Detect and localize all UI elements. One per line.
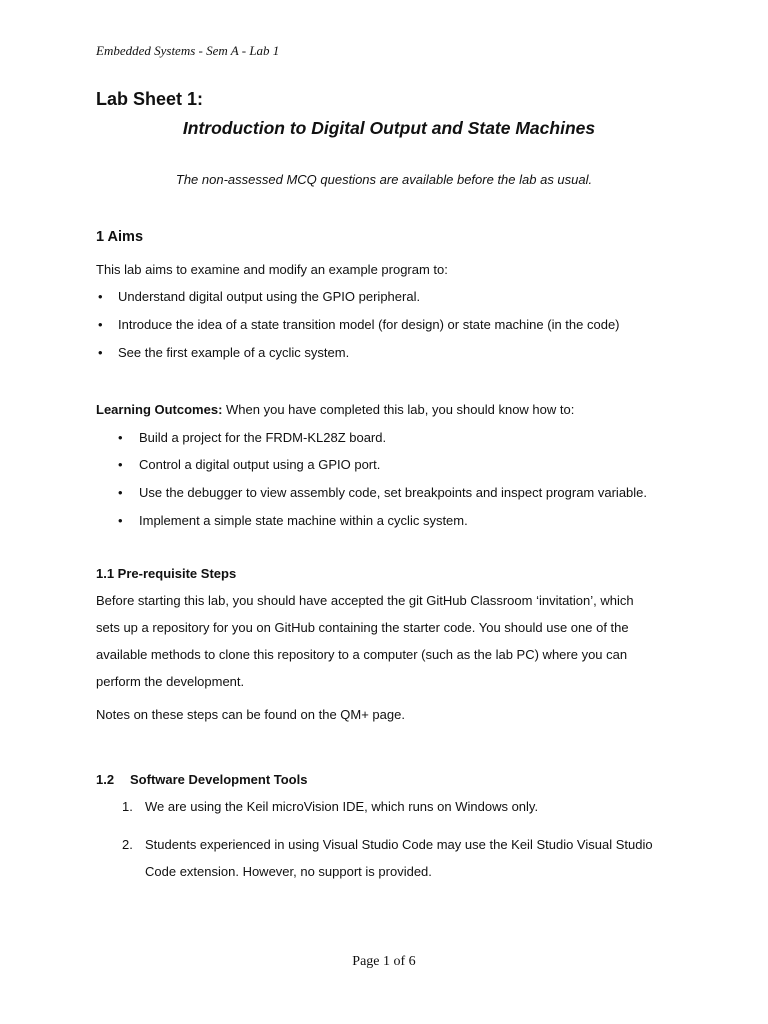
prereq-notes: Notes on these steps can be found on the QM+ page. [96, 707, 405, 722]
bullet-icon: • [118, 430, 123, 445]
running-header: Embedded Systems - Sem A - Lab 1 [96, 43, 280, 58]
mcq-note: The non-assessed MCQ questions are available before the lab as usual. [175, 172, 593, 187]
tools-heading: Software Development Tools [130, 772, 308, 787]
learning-outcomes-label: Learning Outcomes: [96, 402, 223, 417]
bullet-icon: • [118, 457, 123, 472]
list-item: Build a project for the FRDM-KL28Z board. [139, 430, 387, 445]
list-number: 1. [122, 799, 133, 814]
list-item: See the first example of a cyclic system. [118, 345, 350, 360]
tools-heading-number: 1.2 [96, 772, 115, 787]
list-item: Control a digital output using a GPIO port. [139, 457, 381, 472]
prereq-heading: 1.1 Pre-requisite Steps [96, 566, 237, 581]
bullet-icon: • [118, 485, 123, 500]
list-item: Introduce the idea of a state transition model (for design) or state machine (in the code) [118, 317, 620, 332]
bullet-icon: • [98, 317, 103, 332]
list-item-continuation: Code extension. However, no support is provided. [145, 864, 432, 879]
lab-sheet-title: Lab Sheet 1: [96, 89, 204, 109]
bullet-icon: • [98, 289, 103, 304]
prereq-line: Before starting this lab, you should have accepted the git GitHub Classroom ‘invitation’, which [96, 593, 634, 608]
prereq-line: perform the development. [96, 674, 245, 689]
list-item: Students experienced in using Visual Studio Code may use the Keil Studio Visual Studio [145, 837, 653, 852]
list-number: 2. [122, 837, 133, 852]
aims-intro: This lab aims to examine and modify an example program to: [96, 262, 448, 277]
bullet-icon: • [118, 513, 123, 528]
prereq-line: available methods to clone this repository to a computer (such as the lab PC) where you can [96, 647, 628, 662]
document-subtitle: Introduction to Digital Output and State Machines [182, 118, 596, 138]
page-number-footer: Page 1 of 6 [352, 954, 416, 969]
learning-outcomes-intro [96, 402, 574, 417]
aims-heading: 1 Aims [96, 229, 144, 245]
list-item: We are using the Keil microVision IDE, which runs on Windows only. [145, 799, 539, 814]
prereq-line: sets up a repository for you on GitHub containing the starter code. You should use one of the [96, 620, 629, 635]
learning-outcomes-text: When you have completed this lab, you should know how to: [222, 402, 575, 417]
bullet-icon: • [98, 345, 103, 360]
list-item: Understand digital output using the GPIO peripheral. [118, 289, 421, 304]
list-item: Use the debugger to view assembly code, set breakpoints and inspect program variable. [139, 485, 648, 500]
list-item: Implement a simple state machine within a cyclic system. [139, 513, 468, 528]
